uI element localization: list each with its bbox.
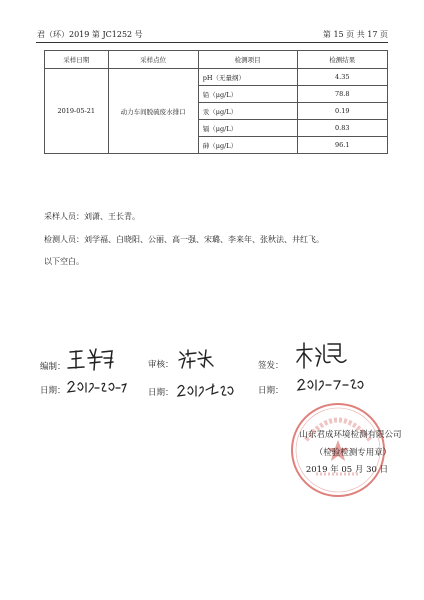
page-info: 第 15 页 共 17 页	[322, 30, 388, 39]
compiled-date-handwritten	[66, 376, 128, 396]
reviewer-signature	[176, 346, 216, 370]
test-item-cell: 镉（μg/L）	[198, 120, 297, 137]
table-header-row	[45, 51, 388, 69]
header-sampling-point: 采样点位	[108, 51, 198, 69]
header-divider	[36, 42, 388, 43]
header-test-result: 检测结果	[297, 51, 388, 69]
test-result-cell: 96.1	[297, 137, 388, 154]
report-number: 君（环）2019 第 JC1252 号	[37, 30, 143, 39]
samplers-line: 采样人员：刘潇、王长青。	[44, 212, 140, 221]
compiled-date-label: 日期：	[40, 386, 66, 396]
seal-date: 2019 年 05 月 30 日	[305, 465, 389, 475]
review-date-label: 日期：	[148, 388, 174, 398]
sampling-point-cell: 动力车间脱硫废水排口	[108, 69, 198, 154]
header-test-item: 检测项目	[198, 51, 297, 69]
test-item-cell: 砷（μg/L）	[198, 137, 297, 154]
issue-date-label: 日期：	[258, 386, 284, 396]
test-result-cell: 0.83	[297, 120, 388, 137]
test-item-cell: 铅（μg/L）	[198, 86, 297, 103]
sampling-date-cell: 2019-05-21	[45, 69, 109, 154]
compiler-signature	[66, 346, 118, 372]
testers-line: 检测人员：刘学福、白晓阳、公丽、高一强、宋璐、李来年、张秋法、井红飞。	[44, 235, 324, 244]
test-result-cell: 0.19	[297, 103, 388, 120]
test-item-cell: pH（无量纲）	[198, 69, 297, 86]
table-row	[45, 69, 388, 86]
review-label: 审核：	[148, 360, 174, 370]
results-table	[44, 50, 388, 154]
test-result-cell: 4.35	[297, 69, 388, 86]
review-date-handwritten	[176, 378, 240, 400]
test-result-cell: 78.8	[297, 86, 388, 103]
seal-type: （检验检测专用章）	[314, 448, 392, 458]
header-sampling-date: 采样日期	[45, 51, 109, 69]
company-name: 山东君成环境检测有限公司	[299, 430, 402, 440]
issue-date-handwritten	[296, 372, 366, 394]
issue-label: 签发：	[258, 361, 284, 371]
blank-note: 以下空白。	[44, 257, 84, 266]
compiled-label: 编制：	[40, 362, 66, 372]
test-item-cell: 汞（μg/L）	[198, 103, 297, 120]
issuer-signature	[294, 340, 348, 370]
